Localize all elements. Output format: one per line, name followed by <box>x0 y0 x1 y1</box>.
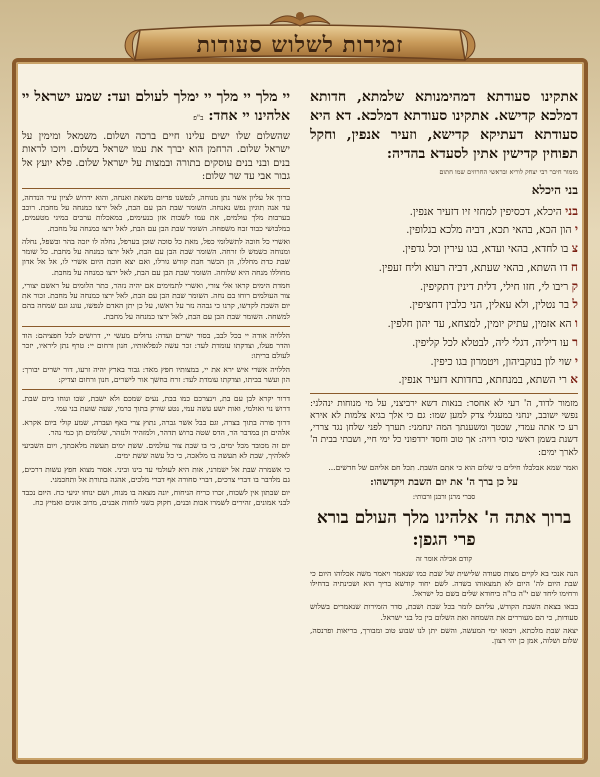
yetzatah-paragraph: יצאה שבת מלכתא, ויבואו ימי המעשה, והשם יתן לנו שבוע טוב ומבורך, בריאות ופרנסה, שלום ושלוה, אמן כן יהי רצון. <box>310 625 578 646</box>
verse-list <box>310 202 578 390</box>
yom-zeh-mechubad: יום זה מכובד מכל ימים, כי בו שבת צור עולמים. ששת ימים תעשה מלאכתך, ויום השביעי לאלהיך, שבת לא תעשה בו מלאכה, כי כל עשה ששת ימים. <box>22 441 290 461</box>
verse-line: ל בר נטלין, ולא עאלין, הני כלבין דחציפין. <box>409 297 578 312</box>
verse-line: בני היכלא, דכסיפין למחזי זיו דזעיר אנפין. <box>409 203 578 218</box>
vaamar-paragraph: ואמר שמא אבלבלו חילים כי שלום הוא כי אתם השבת. תכל חם אליהם של חדשים... <box>328 462 578 472</box>
verse-line: ר עו דיליה, דגלי ליה, לבטלא לכל קליפין. <box>411 334 578 349</box>
blessing-note: קודם אכילה אומר זה <box>415 555 473 564</box>
kiddush-intro: על כן ברך ה' את יום השבת ויקדשהו: <box>370 476 518 488</box>
mizmor-ledavid: מזמור לדוד, ה' רעי לא אחסר: בנאות דשא ירביצני, על מי מנוחות ינהלני: נפשי ישובב, ינחני במעגלי צדק למען שמו: גם כי אלך בגיא צלמות לא אירא רע כי אתה עמדי, שבטך ומשענתך המה ינחמני: תערך לפני שלחן נגד צררי, דשנת בשמן ראשי כוסי רויה: אך טוב וחסד ירדפוני כל ימי חיי, ושבתי בבית ה' לארך ימים: <box>310 399 578 458</box>
right-column <box>310 88 578 752</box>
divider <box>22 326 290 327</box>
verse-line: א רי השתא, במנחתא, בחדותא דזעיר אנפין. <box>398 372 578 387</box>
verse-line: ו הא אזמין, עתיק יומין, למצחא, עד יהון חלפין. <box>387 316 578 331</box>
halleluyah-2: הללויה אשרי איש ירא את יי, במצותיו חפץ מאד: גבור בארץ יהיה זרעו, דור ישרים יבורך: הון ועשר בביתו, וצדקתו עומדת לעד: זרח בחשך אור לישרים, חנון ורחום וצדיק: <box>22 364 290 384</box>
verse-line: ח דו השתא, בהאי שעתא, דביה רעוא וליח זעפין. <box>378 259 578 274</box>
haneh-paragraph: הנה אנכי בא לקיים מצות סעודה שלישית של שבת כמו שנאמר ויאמר משה אכלוהו היום כי שבת היום לה' היום לא תמצאוהו בשדה. לשם יחוד קודשא בריך הוא ושכינתיה בדחילו ורחימו ליחד שם י"ה בו"ה ביחודא שלים בשם כל ישראל. <box>310 568 578 599</box>
atkinu-opening: אתקינו סעודתא דמהימנותא שלמתא, חדותא דמלכא קדישא. אתקינו סעודתא דמלכא. דא היא סעודתא דעתיקא קדישא, וזעיר אנפין, וחקל תפוחין קדישין אתין לסעדא בהדיה: <box>310 89 578 162</box>
verse-line: צ בו לחדא, בהאי ועדא, בגו עירין וכל גדפין. <box>401 241 578 256</box>
hashem-melech-opening: יי מלך יי מלך יי ימלך לעולם ועד: שמע ישראל יי אלהינו יי אחד: ב"פ <box>22 89 290 124</box>
song-note: מזמור חיבר רבי יצחק לוריא ובראשי החרוזים שמו חתום <box>439 167 578 176</box>
divider <box>22 188 290 189</box>
baruch-el-elyon-more: ואשרי כל חוכה לתשלומי כפל, מאת כל סוכה שוכן בערפל, נחלה לו יזכה בהר ובשפל, נחלה ומנוחה כשמש לו זרחה. השומר שבת הבן עם הבת, לאל ירצו כמנחה על מחבת. כל שומר שבת כדת מחללו, הן הכשר חבת קודש גורלו, ואם יצא חובת היום אשרי לו, אל אל אדון מחוללו מנחה היא שלוחה. השומר שבת הבן עם הבת, לאל ירצו כמנחה על מחבת. <box>22 236 290 277</box>
halleluyah-1: הללויה אודה יי בכל לבב, בסוד ישרים ועדה: גדולים מעשי יי, דרושים לכל חפציהם: הוד והדר פעלו, וצדקתו עומדת לעד: זכר עשה לנפלאותיו, חנון ורחום יי: טרף נתן ליראיו, יזכר לעולם בריתו: <box>22 330 290 361</box>
page-title: זמירות לשלוש סעודות <box>196 32 404 58</box>
bavo-paragraph: בבאו בצאת השבת הקודש, עליהם לומר בכל שבת ושבת, סדר הזמירות שנאמרים בשלוש סעודות, כי הם מעוררים את השמחה ואת השלום בין כל בני ישראל. <box>310 602 578 622</box>
hagafen-blessing: ברוך אתה ה' אלהינו מלך העולם בורא פרי הגפן: <box>316 507 572 550</box>
song-title: בני היכלא <box>531 183 578 198</box>
baruch-el-elyon: ברוך אל עליון אשר נתן מנוחה, לנפשנו פדיום משאת ואנחה, והוא ידרוש לציון עיר הנדחה, עד אנה תוגיון נפש נאנחה. השומר שבת הבן עם הבת, לאל ירצו כמנחה על מחבת. רוכב בערבות מלך עולמים, את עמו לשבות אזן בנעימים, במאכלות ערבים במיני מטעמים, במלבושי כבוד זבח משפחה. השומר שבת הבן עם הבת, לאל ירצו כמנחה על מחבת. <box>22 192 290 233</box>
divider <box>310 393 578 394</box>
verse-line: ק ריבו לי, חזו חילי, דלית דינין דתקיפין. <box>419 278 578 293</box>
chemdat-hayamim: חמדת הימים קראו אלי צורי, ואשרי לתמימים אם יהיה נזהר, כתר הלומים על ראשם יצורי, צור העולמים רוחו בם נחה. השומר שבת הבן עם הבת, לאל ירצו כמנחה על מחבת. זכור את יום השבת לקדשו, קרנו כי גבהה נזר על ראשו, על כן יתן האדם לנפשו, עונג וגם שמחה בהם למשחה. השומר שבת הבן עם הבת, לאל ירצו כמנחה על מחבת. <box>22 280 290 321</box>
title-banner <box>120 8 480 78</box>
dror-yikra-more: דרוך פורה בתוך בצרה, וגם בבל אשר גברה, נתוץ צרי באף ועברה, שמע קולי ביום אקרא. אלהים תן במדבר הר, הדס שטה ברוש תדהר, ולמזהיר ולנזהר, שלומים תן כמי נהר. <box>22 417 290 437</box>
left-column <box>22 88 290 752</box>
verse-line: י הון הכא, בהאי תכא, דביה מלכא בגלופין. <box>406 222 578 237</box>
divider <box>22 389 290 390</box>
savri-maranan: סברי מרנן ורבנן ורבותי: <box>412 493 476 502</box>
content-area <box>22 88 578 752</box>
yom-shabbaton: יום שבתון אין לשכוח, זכרו כריח הניחוח, יונה מצאה בו מנוח, ושם ינוחו יגיעי כח. היום נכבד לבני אמונים, זהירים לשמרו אבות ובנים, חקוק בשני לוחות אבנים, מרוב אונים ואמיץ כח. <box>22 488 290 508</box>
ki-eshmera: כי אשמרה שבת אל ישמרני, אות היא לעולמי עד בינו וביני. אסור מצוא חפץ עשות דרכים, גם מלדבר בו דברי צרכים, דברי סחורה אף דברי מלכים, אהגה בתורת אל ותחכמני. <box>22 464 290 484</box>
shehashalom-paragraph: שהשלום שלו ישים עלינו חיים ברכה ושלום. משמאל ומימין על ישראל שלום. הרחמן הוא יברך את עמו ישראל בשלום. ויזכו לראות בנים ובני בנים עוסקים בתורה ובמצות על ישראל שלום. פלא יועץ אל גבור אבי עד שר שלום: <box>22 130 290 183</box>
dror-yikra: דרור יקרא לבן עם בת, וינצרכם כמו בבת, נעים שמכם ולא ישבת, שבו ונוחו ביום שבת. דרוש נוי ואולמי, ואות ישע עשה עמי, נטע שורק בתוך כרמי, שעה שועת בני עמי. <box>22 394 290 414</box>
verse-line: י שוי לון בנוקביהון, ויטמרון בגו כיפין. <box>430 353 578 368</box>
